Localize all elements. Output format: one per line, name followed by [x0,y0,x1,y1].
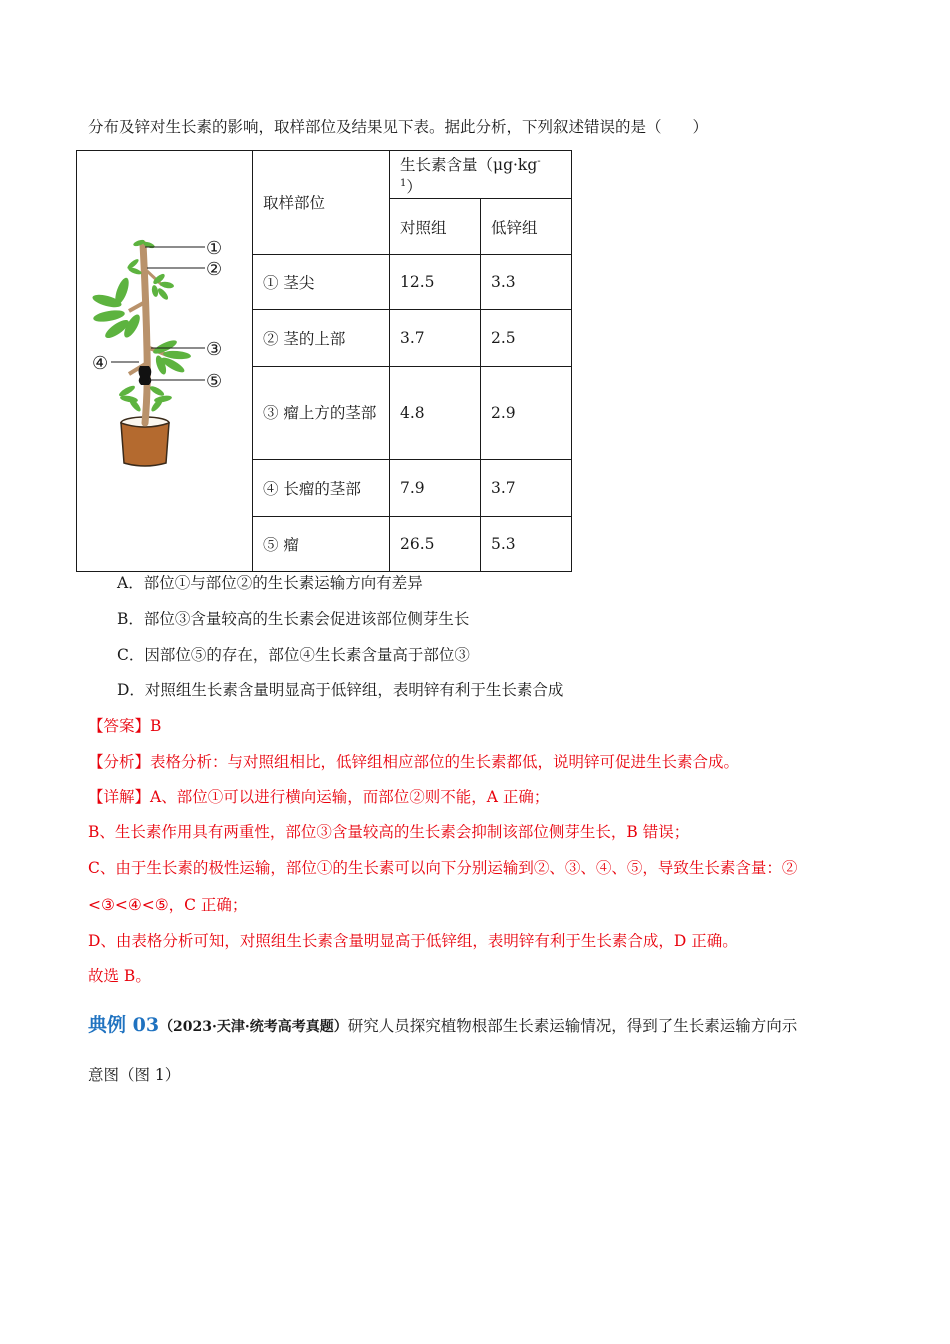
answer-line [88,716,161,736]
header-content-suffix: ） [406,177,422,196]
answer-tag: 【答案】 [88,717,151,735]
row-control: 4.8 [390,366,481,460]
example-source: （2023·天津·统考高考真题） [159,1019,348,1035]
answer-value: B [150,717,162,735]
row-control: 12.5 [390,254,481,309]
option-d: D．对照组生长素含量明显高于低锌组，表明锌有利于生长素合成 [117,681,564,699]
row-site: ② 茎的上部 [253,310,390,366]
analysis-text: 表格分析：与对照组相比，低锌组相应部位的生长素都低，说明锌可促进生长素合成。 [150,753,740,771]
results-table [76,150,572,572]
header-content [390,151,572,199]
row-lowzinc: 2.5 [481,310,572,366]
row-control: 7.9 [390,460,481,516]
question-intro: 分布及锌对生长素的影响，取样部位及结果见下表。据此分析，下列叙述错误的是（ ） [88,118,709,136]
row-lowzinc: 2.9 [481,366,572,460]
header-content-prefix: 生长素含量（μg·kg [400,155,538,174]
figure-label-1: ① [206,238,223,259]
row-lowzinc: 3.7 [481,460,572,516]
detail-line-6: 故选 B。 [88,967,151,985]
analysis-tag: 【分析】 [88,753,151,771]
detail-line-4: <③<④<⑤，C 正确； [88,896,248,914]
detail-text-a: A、部位①可以进行横向运输，而部位②则不能，A 正确； [150,788,550,806]
option-b: B．部位③含量较高的生长素会促进该部位侧芽生长 [117,610,470,628]
plant-figure-cell [77,151,253,572]
row-site: ④ 长瘤的茎部 [253,460,390,516]
figure-label-3: ③ [206,339,223,360]
detail-line-5: D、由表格分析可知，对照组生长素含量明显高于低锌组，表明锌有利于生长素合成，D 正确。 [88,932,738,950]
detail-line-2: B、生长素作用具有两重性，部位③含量较高的生长素会抑制该部位侧芽生长，B 错误； [88,823,690,841]
option-a: A．部位①与部位②的生长素运输方向有差异 [117,574,423,592]
row-site: ⑤ 瘤 [253,516,390,571]
detail-line-1 [88,787,549,807]
row-control: 3.7 [390,310,481,366]
detail-tag: 【详解】 [88,788,151,806]
analysis-line [88,752,739,772]
row-site: ① 茎尖 [253,254,390,309]
option-c: C．因部位⑤的存在，部位④生长素含量高于部位③ [117,646,470,664]
row-control: 26.5 [390,516,481,571]
example-line-2: 意图（图 1） [88,1066,181,1084]
example-label: 典例 03 [88,1014,160,1036]
plant-diagram [77,151,252,567]
row-lowzinc: 3.3 [481,254,572,309]
row-lowzinc: 5.3 [481,516,572,571]
example-text-1: 研究人员探究植物根部生长素运输情况，得到了生长素运输方向示 [347,1017,798,1035]
example-line-1 [88,1015,797,1037]
detail-line-3: C、由于生长素的极性运输，部位①的生长素可以向下分别运输到②、③、④、⑤，导致生长素含量：② [88,859,798,877]
header-lowzinc: 低锌组 [481,199,572,254]
figure-label-2: ② [206,259,223,280]
row-site: ③ 瘤上方的茎部 [253,366,390,460]
figure-label-5: ⑤ [206,371,223,392]
header-control: 对照组 [390,199,481,254]
header-content-sup: -1 [400,155,541,189]
figure-label-4: ④ [92,353,109,374]
header-site: 取样部位 [253,151,390,255]
